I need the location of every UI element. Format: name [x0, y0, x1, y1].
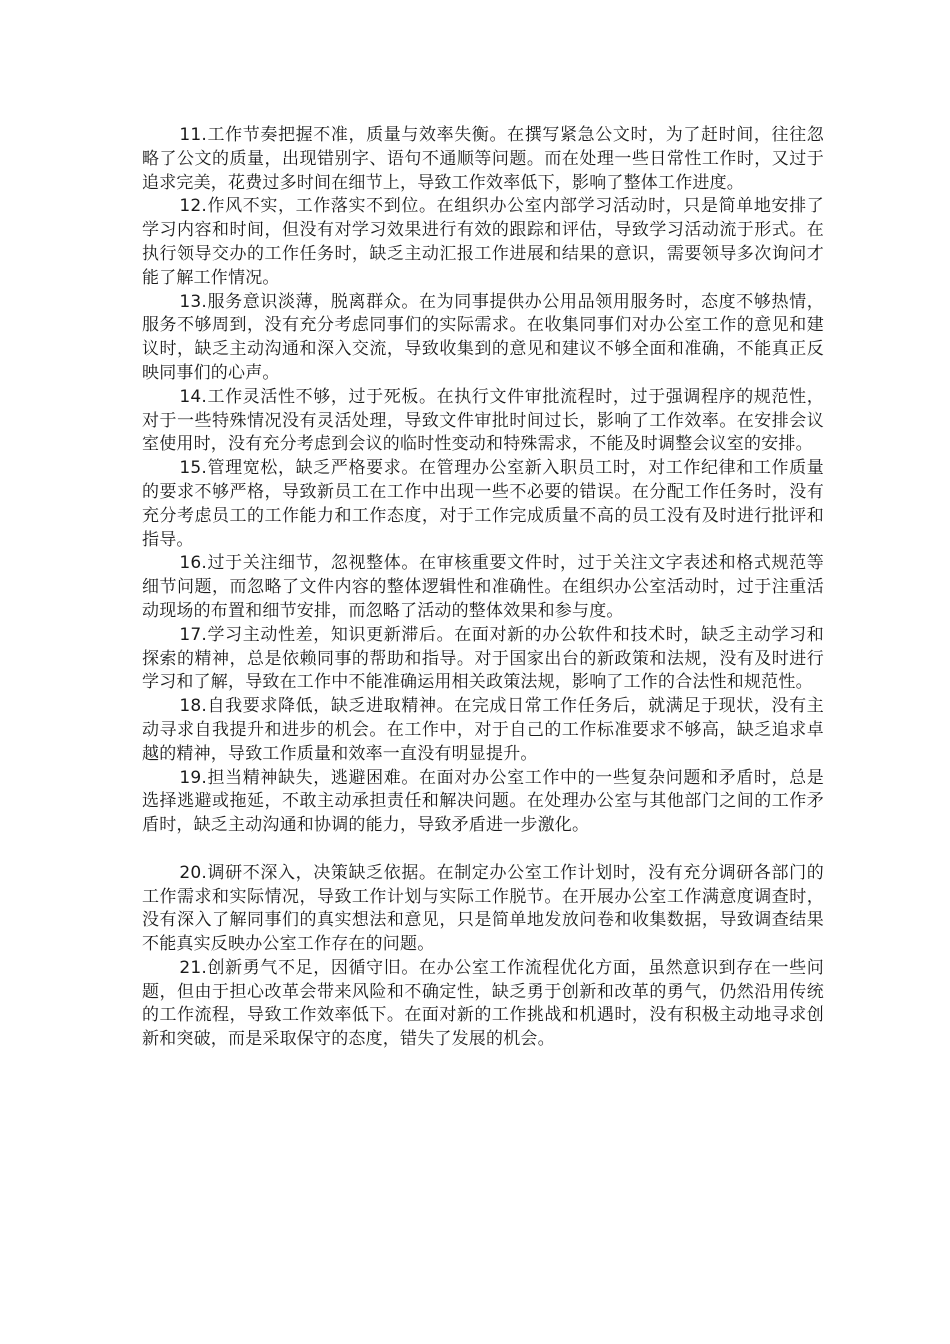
paragraph-17: 17.学习主动性差，知识更新滞后。在面对新的办公软件和技术时，缺乏主动学习和探索的精神，总是依赖同事的帮助和指导。对于国家出台的新政策和法规，没有及时进行学习和了解，导致在工作中不能准确运用相关政策法规，影响了工作的合法性和规范性。: [142, 624, 824, 693]
paragraph-14: 14.工作灵活性不够，过于死板。在执行文件审批流程时，过于强调程序的规范性，对于一些特殊情况没有灵活处理，导致文件审批时间过长，影响了工作效率。在安排会议室使用时，没有充分考虑到会议的临时性变动和特殊需求，不能及时调整会议室的安排。: [142, 386, 824, 455]
paragraph-15: 15.管理宽松，缺乏严格要求。在管理办公室新入职员工时，对工作纪律和工作质量的要求不够严格，导致新员工在工作中出现一些不必要的错误。在分配工作任务时，没有充分考虑员工的工作能力和工作态度，对于工作完成质量不高的员工没有及时进行批评和指导。: [142, 458, 824, 550]
paragraph-16: 16.过于关注细节，忽视整体。在审核重要文件时，过于关注文字表述和格式规范等细节问题，而忽略了文件内容的整体逻辑性和准确性。在组织办公室活动时，过于注重活动现场的布置和细节安排，而忽略了活动的整体效果和参与度。: [142, 553, 824, 621]
paragraph-19: 19.担当精神缺失，逃避困难。在面对办公室工作中的一些复杂问题和矛盾时，总是选择逃避或拖延，不敢主动承担责任和解决问题。在处理办公室与其他部门之间的工作矛盾时，缺乏主动沟通和协调的能力，导致矛盾进一步激化。: [142, 767, 824, 836]
paragraph-13: 13.服务意识淡薄，脱离群众。在为同事提供办公用品领用服务时，态度不够热情，服务不够周到，没有充分考虑同事们的实际需求。在收集同事们对办公室工作的意见和建议时，缺乏主动沟通和深入交流，导致收集到的意见和建议不够全面和准确，不能真正反映同事们的心声。: [142, 291, 824, 383]
document-body: [142, 124, 824, 1052]
paragraph-11: 11.工作节奏把握不准，质量与效率失衡。在撰写紧急公文时，为了赶时间，往往忽略了公文的质量，出现错别字、语句不通顺等问题。而在处理一些日常性工作时，又过于追求完美，花费过多时间在细节上，导致工作效率低下，影响了整体工作进度。: [142, 125, 824, 193]
paragraph-20: 20.调研不深入，决策缺乏依据。在制定办公室工作计划时，没有充分调研各部门的工作需求和实际情况，导致工作计划与实际工作脱节。在开展办公室工作满意度调查时，没有深入了解同事们的真实想法和意见，只是简单地发放问卷和收集数据，导致调查结果不能真实反映办公室工作存在的问题。: [142, 862, 824, 955]
paragraph-18: 18.自我要求降低，缺乏进取精神。在完成日常工作任务后，就满足于现状，没有主动寻求自我提升和进步的机会。在工作中，对于自己的工作标准要求不够高，缺乏追求卓越的精神，导致工作质量和效率一直没有明显提升。: [142, 696, 824, 764]
paragraph-21: 21.创新勇气不足，因循守旧。在办公室工作流程优化方面，虽然意识到存在一些问题，但由于担心改革会带来风险和不确定性，缺乏勇于创新和改革的勇气，仍然沿用传统的工作流程，导致工作效率低下。在面对新的工作挑战和机遇时，没有积极主动地寻求创新和突破，而是采取保守的态度，错失了发展的机会。: [142, 957, 824, 1050]
paragraph-12: 12.作风不实，工作落实不到位。在组织办公室内部学习活动时，只是简单地安排了学习内容和时间，但没有对学习效果进行有效的跟踪和评估，导致学习活动流于形式。在执行领导交办的工作任务时，缺乏主动汇报工作进展和结果的意识，需要领导多次询问才能了解工作情况。: [142, 196, 824, 288]
